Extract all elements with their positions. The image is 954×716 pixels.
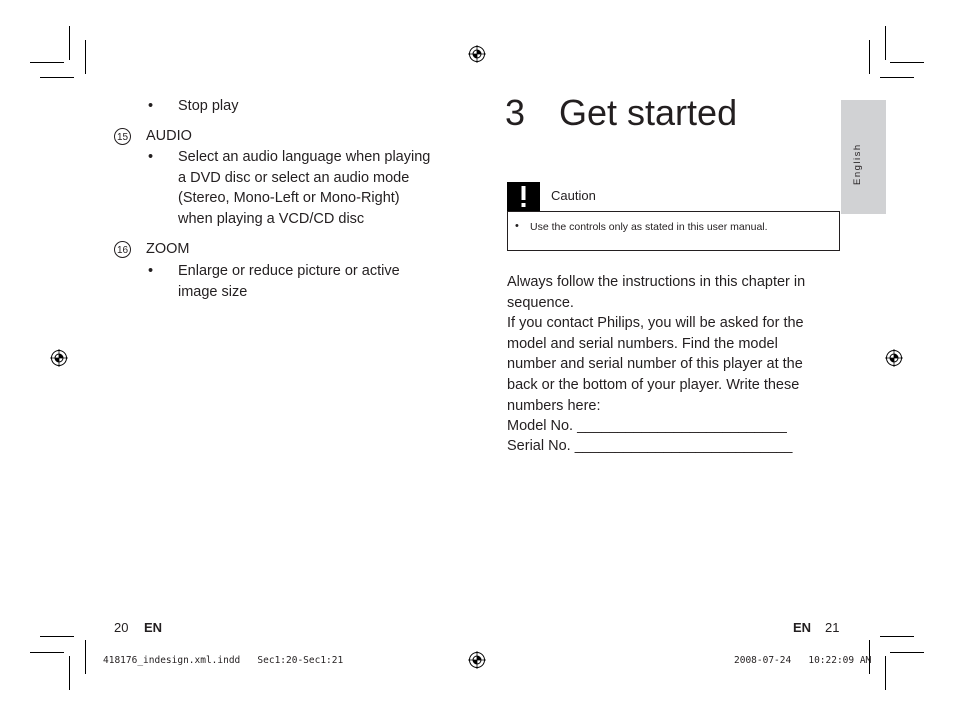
model-number-line: Model No. __________________________ (507, 418, 787, 434)
language-code: EN (144, 620, 163, 635)
instructions-paragraph: Always follow the instructions in this chapter in sequence. If you contact Philips, you will be asked for the model and serial numbers. Find the model number and serial number of this player at the back or the bottom of your player. Write these numbers here: (507, 274, 806, 414)
slug-filename: 418176_indesign.xml.indd Sec1:20-Sec1:21 (103, 655, 344, 666)
registration-mark-icon (50, 349, 68, 367)
serial-number-line: Serial No. ___________________________ (507, 438, 793, 454)
registration-mark-icon (468, 651, 486, 669)
list-item (148, 261, 448, 303)
bullet-text: Stop play (178, 98, 239, 114)
list-item (148, 96, 448, 118)
bullet-text: Enlarge or reduce picture or active image size (178, 263, 400, 300)
chapter-number: 3 (505, 92, 526, 133)
caution-box (507, 182, 840, 250)
list-item (148, 147, 448, 231)
registration-mark-icon (885, 349, 903, 367)
side-tab (841, 100, 886, 214)
exclamation-icon (507, 182, 540, 211)
side-tab-label: English (852, 143, 863, 185)
caution-label: Caution (551, 188, 596, 203)
slug-datetime: 2008-07-24 10:22:09 AM (734, 655, 872, 666)
bullet-dot: • (515, 220, 519, 232)
item-title: ZOOM (146, 241, 190, 257)
bullet-text: Select an audio language when playing a DVD disc or select an audio mode (Stereo, Mono-Left or Mono-Right) when playing a VCD/CD disc (178, 149, 431, 227)
item-number-badge: 16 (114, 241, 131, 258)
caution-text: Use the controls only as stated in this user manual. (530, 221, 768, 233)
bullet-dot: • (148, 98, 154, 114)
caution-content (507, 211, 840, 251)
item-number-badge: 15 (114, 128, 131, 145)
bullet-dot: • (148, 149, 154, 165)
chapter-title: Get started (559, 92, 738, 133)
page-number: 20 (114, 620, 129, 635)
item-title: AUDIO (146, 128, 192, 144)
registration-mark-icon (468, 45, 486, 63)
page-number: 21 (825, 620, 840, 635)
bullet-dot: • (148, 263, 154, 279)
language-code: EN (793, 620, 812, 635)
